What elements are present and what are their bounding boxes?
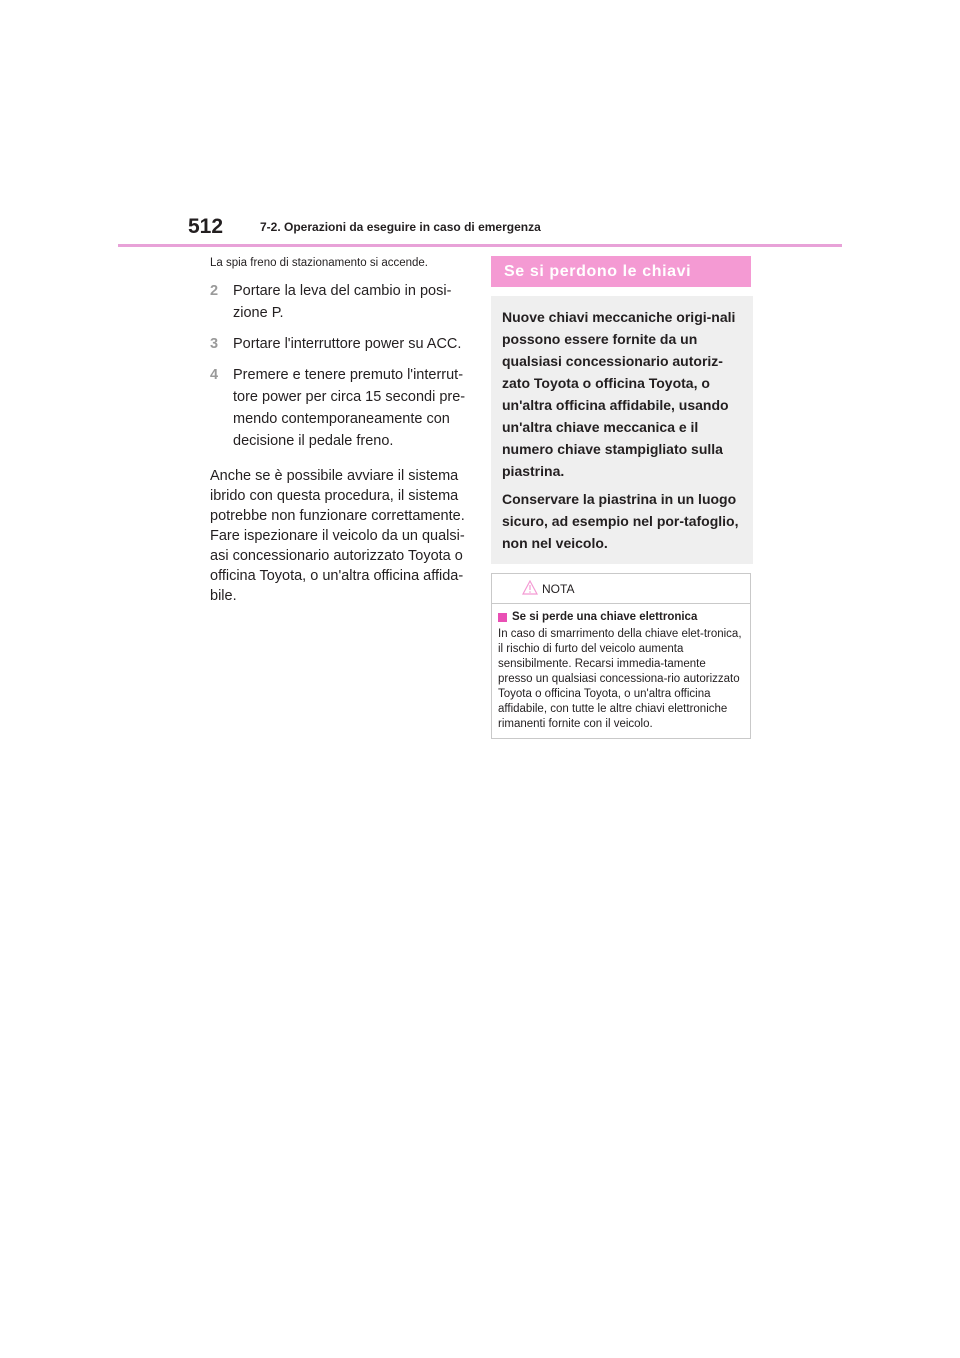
step-text: Portare l'interruttore power su ACC.	[233, 336, 462, 352]
body-paragraph: Anche se è possibile avviare il sistema ibrido con questa procedura, il sistema potrebbe non funzionare correttamente. Fare ispezionare il veicolo da un qualsi-asi concessionario autorizzato Toyota o officina Toyota, o un'altra officina affida-bile.	[210, 468, 465, 604]
step-item	[210, 333, 472, 355]
caption: La spia freno di stazionamento si accende.	[210, 257, 428, 269]
bullet-square-icon	[498, 613, 507, 622]
note-title-text: Se si perde una chiave elettronica	[512, 611, 698, 623]
section-heading: Se si perdono le chiavi	[491, 256, 751, 287]
info-paragraph: Conservare la piastrina in un luogo sicuro, ad esempio nel por-tafoglio, non nel veicolo.	[502, 491, 739, 551]
step-text: Premere e tenere premuto l'interrut-tore power per circa 15 secondi pre-mendo contemporaneamente con decisione il pedale freno.	[233, 367, 466, 449]
header-divider	[118, 244, 842, 247]
warning-triangle-icon	[522, 580, 538, 600]
step-text: Portare la leva del cambio in posi-zione P.	[233, 283, 452, 321]
page-number: 512	[188, 215, 224, 238]
left-column	[210, 256, 472, 621]
step-number: 4	[210, 367, 219, 383]
note-box	[491, 573, 751, 739]
note-title	[498, 610, 743, 625]
step-item	[210, 364, 472, 452]
right-column	[491, 256, 753, 739]
note-label: NOTA	[542, 582, 575, 596]
info-box	[491, 296, 753, 564]
info-paragraph: Nuove chiavi meccaniche origi-nali possono essere fornite da un qualsiasi concessionario autoriz-zato Toyota o officina Toyota, o un'altra officina affidabile, usando un'altra chiave meccanica e il numero chiave stampigliato sulla piastrina.	[502, 309, 736, 479]
note-body	[492, 604, 750, 738]
step-number: 2	[210, 283, 219, 299]
note-header	[492, 574, 750, 604]
step-number: 3	[210, 336, 219, 352]
step-item	[210, 280, 472, 324]
section-header: 7-2. Operazioni da eseguire in caso di emergenza	[260, 220, 541, 234]
note-text: In caso di smarrimento della chiave elet-tronica, il rischio di furto del veicolo aumenta sensibilmente. Recarsi immedia-tamente presso un qualsiasi concessiona-rio autorizzato Toyota o officina Toyota, o un'altra officina affidabile, con tutte le altre chiavi elettroniche rimanenti fornite con il veicolo.	[498, 628, 742, 730]
